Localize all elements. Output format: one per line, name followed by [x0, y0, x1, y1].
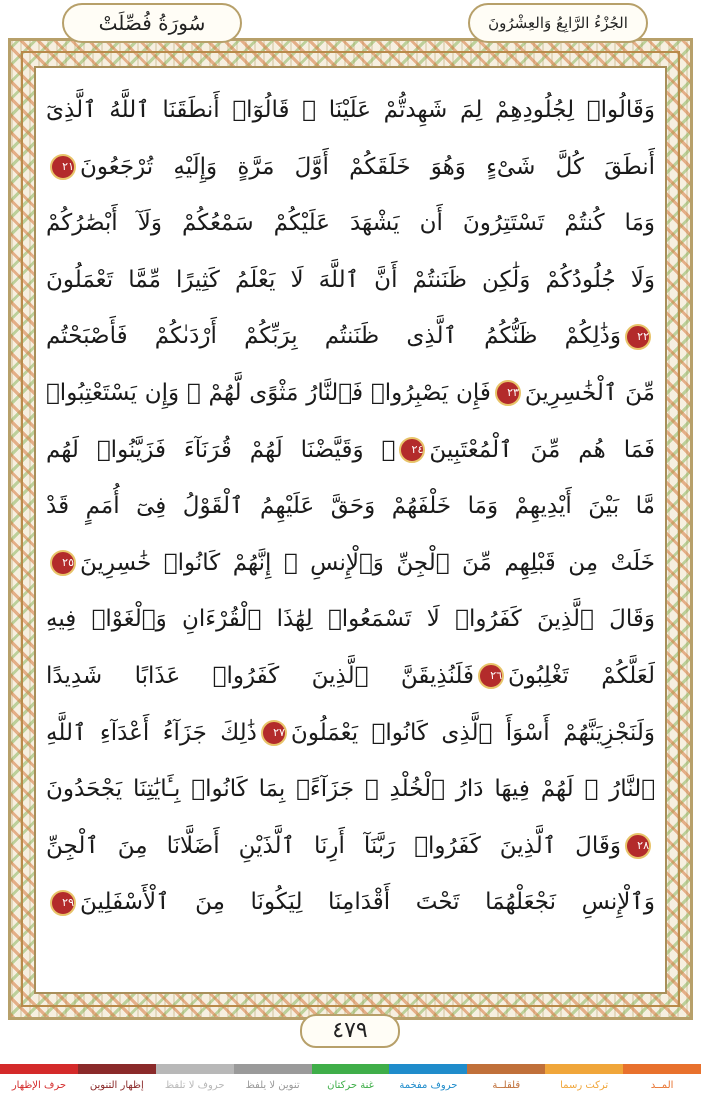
verse-text: مَّا بَيْنَ أَيْدِيهِمْ وَمَا خَلْفَهُمْ وَحَقَّ عَلَيْهِمُ ٱلْقَوْلُ فِىٓ أُمَمٍ قَدْ	[46, 493, 655, 520]
legend-color-swatch	[156, 1064, 234, 1074]
ayah-number-marker: ٢٢	[625, 324, 651, 350]
verse-line	[46, 139, 655, 196]
legend-item	[234, 1064, 312, 1101]
legend-item	[0, 1064, 78, 1101]
verse-text: فَلَنُذِيقَنَّ ٱلَّذِينَ كَفَرُوا۟ عَذَابًا شَدِيدًا	[46, 662, 475, 689]
legend-label: حرف الإظهار	[11, 1080, 67, 1091]
tajweed-legend	[0, 1064, 701, 1101]
verse-line	[46, 591, 655, 648]
legend-color-swatch	[312, 1064, 390, 1074]
legend-color-swatch	[234, 1064, 312, 1074]
surah-title: سُورَةُ فُصِّلَتْ	[62, 3, 242, 43]
verse-line	[46, 761, 655, 818]
ayah-number-marker: ٢٧	[261, 720, 287, 746]
legend-color-swatch	[389, 1064, 467, 1074]
legend-item	[156, 1064, 234, 1101]
verse-text: لَعَلَّكُمْ تَغْلِبُونَ	[508, 662, 655, 689]
verse-line	[46, 818, 655, 875]
page-number: ٤٧٩	[300, 1014, 400, 1048]
verse-text: وَٱلْإِنسِ نَجْعَلْهُمَا تَحْتَ أَقْدَامِنَا لِيَكُونَا مِنَ ٱلْأَسْفَلِينَ	[80, 889, 655, 916]
verse-line	[46, 195, 655, 252]
legend-label: حروف مفخمة	[399, 1080, 458, 1091]
legend-label: حروف لا تلفظ	[164, 1080, 225, 1091]
verse-text: خَلَتْ مِن قَبْلِهِم مِّنَ ٱلْجِنِّ وَٱلْإِنسِ ۖ إِنَّهُمْ كَانُوا۟ خَٰسِرِينَ	[80, 549, 655, 576]
legend-color-swatch	[623, 1064, 701, 1074]
verse-line	[46, 705, 655, 762]
ayah-number-marker: ٢٦	[478, 663, 504, 689]
legend-color-swatch	[467, 1064, 545, 1074]
legend-item	[545, 1064, 623, 1101]
verse-text: وَلَا جُلُودُكُمْ وَلَٰكِن ظَنَنتُمْ أَنَّ ٱللَّهَ لَا يَعْلَمُ كَثِيرًا مِّمَّا تَعْمَلُونَ	[46, 266, 655, 293]
legend-label: قلقلــة	[492, 1080, 521, 1091]
ayah-number-marker: ٢٤	[399, 437, 425, 463]
verse-line	[46, 365, 655, 422]
legend-label: إظهار التنوين	[89, 1080, 144, 1091]
verse-line	[46, 82, 655, 139]
verse-text: وَقَالُوا۟ لِجُلُودِهِمْ لِمَ شَهِدتُّمْ عَلَيْنَا ۖ قَالُوٓا۟ أَنطَقَنَا ٱللَّهُ ٱلَّذِىٓ	[46, 97, 655, 123]
verse-line	[46, 648, 655, 705]
quran-text-area	[34, 66, 667, 994]
legend-color-swatch	[545, 1064, 623, 1074]
legend-label: تركت رسما	[560, 1080, 609, 1091]
verse-line	[46, 874, 655, 931]
verse-line	[46, 535, 655, 592]
verse-text: فَإِن يَصْبِرُوا۟ فَٱلنَّارُ مَثْوًى لَّهُمْ ۖ وَإِن يَسْتَعْتِبُوا۟	[46, 379, 491, 406]
verse-text: وَمَا كُنتُمْ تَسْتَتِرُونَ أَن يَشْهَدَ عَلَيْكُمْ سَمْعُكُمْ وَلَآ أَبْصَٰرُكُمْ	[46, 210, 655, 237]
legend-label: غنة حركتان	[327, 1080, 374, 1091]
verse-text: وَلَنَجْزِيَنَّهُمْ أَسْوَأَ ٱلَّذِى كَانُوا۟ يَعْمَلُونَ	[290, 719, 655, 746]
legend-item	[78, 1064, 156, 1101]
ayah-number-marker: ٢١	[50, 154, 76, 180]
verse-text: ٱلنَّارُ ۖ لَهُمْ فِيهَا دَارُ ٱلْخُلْدِ ۖ جَزَآءًۢ بِمَا كَانُوا۟ بِـَٔايَٰتِنَا يَجْحَدُونَ	[46, 776, 655, 803]
legend-item	[467, 1064, 545, 1101]
verse-text: أَنطَقَ كُلَّ شَىْءٍ وَهُوَ خَلَقَكُمْ أَوَّلَ مَرَّةٍ وَإِلَيْهِ تُرْجَعُونَ	[80, 153, 655, 180]
ayah-number-marker: ٢٨	[625, 833, 651, 859]
legend-item	[389, 1064, 467, 1101]
verse-line	[46, 308, 655, 365]
legend-color-swatch	[0, 1064, 78, 1074]
legend-item	[312, 1064, 390, 1101]
ayah-number-marker: ٢٣	[495, 380, 521, 406]
verse-text: وَقَالَ ٱلَّذِينَ كَفَرُوا۟ رَبَّنَآ أَرِنَا ٱلَّذَيْنِ أَضَلَّانَا مِنَ ٱلْجِنِّ	[46, 832, 621, 859]
verse-line	[46, 478, 655, 535]
verse-line	[46, 422, 655, 479]
verse-text: مِّنَ ٱلْخَٰسِرِينَ	[524, 379, 655, 406]
ayah-number-marker: ٢٩	[50, 890, 76, 916]
verse-text: وَقَالَ ٱلَّذِينَ كَفَرُوا۟ لَا تَسْمَعُوا۟ لِهَٰذَا ٱلْقُرْءَانِ وَٱلْغَوْا۟ فِيهِ	[46, 606, 655, 633]
verse-text: فَمَا هُم مِّنَ ٱلْمُعْتَبِينَ	[429, 436, 655, 463]
legend-label: تنوين لا يلفظ	[245, 1080, 300, 1091]
verse-lines	[46, 82, 655, 931]
legend-label: المــد	[650, 1080, 674, 1091]
verse-line	[46, 252, 655, 309]
verse-text: ذَٰلِكَ جَزَآءُ أَعْدَآءِ ٱللَّهِ	[46, 719, 257, 746]
verse-text: وَذَٰلِكُمْ ظَنُّكُمُ ٱلَّذِى ظَنَنتُم بِرَبِّكُمْ أَرْدَىٰكُمْ فَأَصْبَحْتُم	[46, 323, 621, 350]
legend-item	[623, 1064, 701, 1101]
ayah-number-marker: ٢٥	[50, 550, 76, 576]
verse-text: ۞ وَقَيَّضْنَا لَهُمْ قُرَنَآءَ فَزَيَّنُوا۟ لَهُم	[46, 436, 396, 463]
legend-color-swatch	[78, 1064, 156, 1074]
juz-title: الجُزْءُ الرَّابِعُ وَالعِشْرُونَ	[468, 3, 648, 43]
